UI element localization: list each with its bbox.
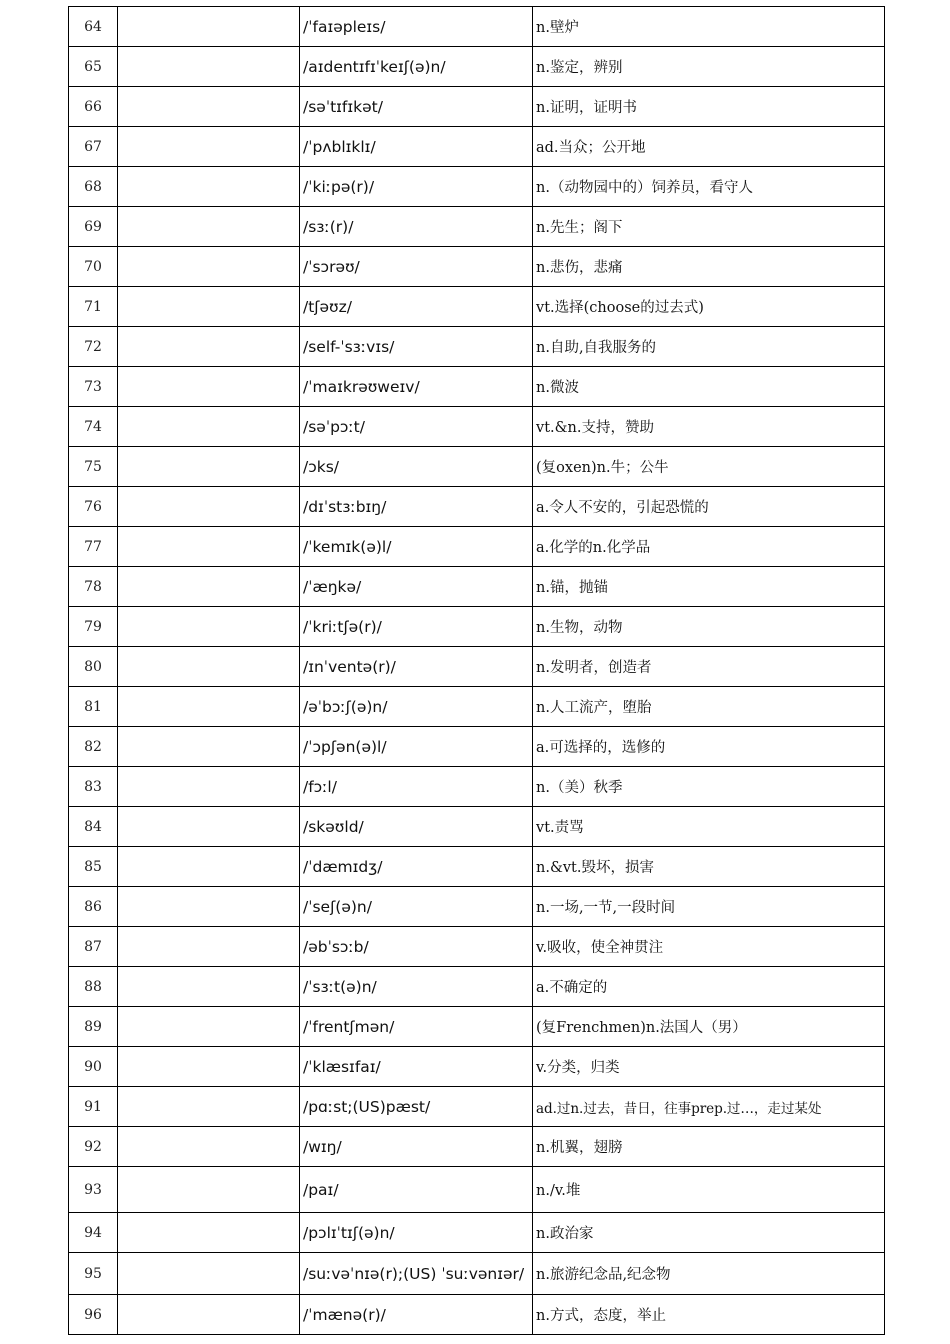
phonetic-cell: /dɪˈstɜːbɪŋ/ — [300, 487, 533, 527]
word-cell — [118, 167, 300, 207]
row-number: 91 — [69, 1087, 118, 1127]
row-number: 88 — [69, 967, 118, 1007]
row-number: 74 — [69, 407, 118, 447]
meaning-cell: n.自助,自我服务的 — [533, 327, 885, 367]
row-number: 94 — [69, 1213, 118, 1253]
phonetic-cell: /səˈtɪfɪkət/ — [300, 87, 533, 127]
row-number: 89 — [69, 1007, 118, 1047]
vocab-row — [69, 247, 885, 287]
vocab-row — [69, 1087, 885, 1127]
row-number: 90 — [69, 1047, 118, 1087]
phonetic-cell: /fɔːl/ — [300, 767, 533, 807]
meaning-cell: n.先生；阁下 — [533, 207, 885, 247]
row-number: 81 — [69, 687, 118, 727]
word-cell — [118, 1253, 300, 1295]
phonetic-cell: /ˈmænə(r)/ — [300, 1295, 533, 1335]
word-cell — [118, 207, 300, 247]
meaning-cell: n.方式，态度，举止 — [533, 1295, 885, 1335]
meaning-cell: n.一场,一节,一段时间 — [533, 887, 885, 927]
vocab-row — [69, 927, 885, 967]
meaning-cell: ad.当众；公开地 — [533, 127, 885, 167]
row-number: 70 — [69, 247, 118, 287]
word-cell — [118, 447, 300, 487]
word-cell — [118, 767, 300, 807]
phonetic-cell: /skəʊld/ — [300, 807, 533, 847]
word-cell — [118, 887, 300, 927]
row-number: 78 — [69, 567, 118, 607]
phonetic-cell: /əˈbɔːʃ(ə)n/ — [300, 687, 533, 727]
word-cell — [118, 1127, 300, 1167]
row-number: 65 — [69, 47, 118, 87]
row-number: 72 — [69, 327, 118, 367]
phonetic-cell: /ˈseʃ(ə)n/ — [300, 887, 533, 927]
word-cell — [118, 247, 300, 287]
row-number: 68 — [69, 167, 118, 207]
meaning-cell: v.分类，归类 — [533, 1047, 885, 1087]
meaning-cell: v.吸收，使全神贯注 — [533, 927, 885, 967]
phonetic-cell: /wɪŋ/ — [300, 1127, 533, 1167]
word-cell — [118, 727, 300, 767]
vocab-row — [69, 767, 885, 807]
phonetic-cell: /pɔlɪˈtɪʃ(ə)n/ — [300, 1213, 533, 1253]
row-number: 66 — [69, 87, 118, 127]
word-cell — [118, 1213, 300, 1253]
row-number: 85 — [69, 847, 118, 887]
meaning-cell: n.人工流产，堕胎 — [533, 687, 885, 727]
phonetic-cell: /ɪnˈventə(r)/ — [300, 647, 533, 687]
word-cell — [118, 527, 300, 567]
vocab-row — [69, 447, 885, 487]
vocab-row — [69, 487, 885, 527]
vocab-row — [69, 567, 885, 607]
phonetic-cell: /sɜː(r)/ — [300, 207, 533, 247]
phonetic-cell: /ˈsɜːt(ə)n/ — [300, 967, 533, 1007]
row-number: 87 — [69, 927, 118, 967]
vocab-row — [69, 1167, 885, 1213]
row-number: 77 — [69, 527, 118, 567]
word-cell — [118, 647, 300, 687]
vocab-row — [69, 847, 885, 887]
word-cell — [118, 407, 300, 447]
row-number: 64 — [69, 7, 118, 47]
vocab-row — [69, 1127, 885, 1167]
meaning-cell: vt.&n.支持，赞助 — [533, 407, 885, 447]
phonetic-cell: /paɪ/ — [300, 1167, 533, 1213]
phonetic-cell: /ˈpʌblɪklɪ/ — [300, 127, 533, 167]
word-cell — [118, 127, 300, 167]
phonetic-cell: /ˈsɔrəʊ/ — [300, 247, 533, 287]
word-cell — [118, 607, 300, 647]
vocab-row — [69, 527, 885, 567]
meaning-cell: ad.过n.过去，昔日，往事prep.过…，走过某处 — [533, 1087, 885, 1127]
vocab-row — [69, 607, 885, 647]
phonetic-cell: /səˈpɔːt/ — [300, 407, 533, 447]
meaning-cell: (复Frenchmen)n.法国人（男） — [533, 1007, 885, 1047]
row-number: 76 — [69, 487, 118, 527]
vocab-row — [69, 167, 885, 207]
row-number: 75 — [69, 447, 118, 487]
phonetic-cell: /ˈkiːpə(r)/ — [300, 167, 533, 207]
row-number: 82 — [69, 727, 118, 767]
phonetic-cell: /ˈkemɪk(ə)l/ — [300, 527, 533, 567]
vocab-row — [69, 1213, 885, 1253]
phonetic-cell: /ˈæŋkə/ — [300, 567, 533, 607]
meaning-cell: n.（美）秋季 — [533, 767, 885, 807]
phonetic-cell: /ˈfrentʃmən/ — [300, 1007, 533, 1047]
word-cell — [118, 87, 300, 127]
phonetic-cell: /pɑːst;(US)pæst/ — [300, 1087, 533, 1127]
word-cell — [118, 1047, 300, 1087]
row-number: 69 — [69, 207, 118, 247]
vocabulary-table — [68, 6, 885, 1335]
word-cell — [118, 47, 300, 87]
word-cell — [118, 367, 300, 407]
meaning-cell: n.壁炉 — [533, 7, 885, 47]
word-cell — [118, 567, 300, 607]
row-number: 71 — [69, 287, 118, 327]
word-cell — [118, 487, 300, 527]
row-number: 84 — [69, 807, 118, 847]
meaning-cell: n.政治家 — [533, 1213, 885, 1253]
phonetic-cell: /ˈɔpʃən(ə)l/ — [300, 727, 533, 767]
vocab-row — [69, 367, 885, 407]
row-number: 86 — [69, 887, 118, 927]
meaning-cell: n.&vt.毁坏，损害 — [533, 847, 885, 887]
vocab-row — [69, 647, 885, 687]
word-cell — [118, 1087, 300, 1127]
meaning-cell: vt.责骂 — [533, 807, 885, 847]
vocab-row — [69, 47, 885, 87]
word-cell — [118, 927, 300, 967]
meaning-cell: (复oxen)n.牛；公牛 — [533, 447, 885, 487]
word-cell — [118, 327, 300, 367]
meaning-cell: n.发明者，创造者 — [533, 647, 885, 687]
word-cell — [118, 1167, 300, 1213]
row-number: 83 — [69, 767, 118, 807]
meaning-cell: n.生物，动物 — [533, 607, 885, 647]
vocab-row — [69, 887, 885, 927]
vocab-row — [69, 287, 885, 327]
vocabulary-sheet — [68, 6, 885, 1335]
vocab-row — [69, 327, 885, 367]
meaning-cell: n.悲伤，悲痛 — [533, 247, 885, 287]
vocab-row — [69, 7, 885, 47]
row-number: 73 — [69, 367, 118, 407]
row-number: 67 — [69, 127, 118, 167]
meaning-cell: n.证明，证明书 — [533, 87, 885, 127]
meaning-cell: a.令人不安的，引起恐慌的 — [533, 487, 885, 527]
vocab-row — [69, 1007, 885, 1047]
phonetic-cell: /ˈkriːtʃə(r)/ — [300, 607, 533, 647]
vocab-row — [69, 1047, 885, 1087]
word-cell — [118, 967, 300, 1007]
row-number: 93 — [69, 1167, 118, 1213]
meaning-cell: a.可选择的，选修的 — [533, 727, 885, 767]
meaning-cell: vt.选择(choose的过去式) — [533, 287, 885, 327]
meaning-cell: n./v.堆 — [533, 1167, 885, 1213]
word-cell — [118, 687, 300, 727]
vocab-row — [69, 687, 885, 727]
row-number: 96 — [69, 1295, 118, 1335]
word-cell — [118, 847, 300, 887]
row-number: 92 — [69, 1127, 118, 1167]
meaning-cell: n.旅游纪念品,纪念物 — [533, 1253, 885, 1295]
word-cell — [118, 807, 300, 847]
row-number: 95 — [69, 1253, 118, 1295]
meaning-cell: n.鉴定，辨别 — [533, 47, 885, 87]
word-cell — [118, 7, 300, 47]
phonetic-cell: /suːvəˈnɪə(r);(US) ˈsuːvənɪər/ — [300, 1253, 533, 1295]
vocab-row — [69, 1295, 885, 1335]
row-number: 79 — [69, 607, 118, 647]
vocab-row — [69, 1253, 885, 1295]
meaning-cell: n.机翼，翅膀 — [533, 1127, 885, 1167]
vocab-row — [69, 207, 885, 247]
word-cell — [118, 287, 300, 327]
phonetic-cell: /aɪdentɪfɪˈkeɪʃ(ə)n/ — [300, 47, 533, 87]
phonetic-cell: /ˈfaɪəpleɪs/ — [300, 7, 533, 47]
vocab-row — [69, 967, 885, 1007]
word-cell — [118, 1007, 300, 1047]
phonetic-cell: /ˈdæmɪdʒ/ — [300, 847, 533, 887]
word-cell — [118, 1295, 300, 1335]
phonetic-cell: /tʃəʊz/ — [300, 287, 533, 327]
row-number: 80 — [69, 647, 118, 687]
phonetic-cell: /əbˈsɔːb/ — [300, 927, 533, 967]
meaning-cell: n.（动物园中的）饲养员，看守人 — [533, 167, 885, 207]
vocab-row — [69, 127, 885, 167]
phonetic-cell: /ˈmaɪkrəʊweɪv/ — [300, 367, 533, 407]
meaning-cell: n.锚，抛锚 — [533, 567, 885, 607]
vocab-row — [69, 407, 885, 447]
phonetic-cell: /self-ˈsɜːvɪs/ — [300, 327, 533, 367]
meaning-cell: n.微波 — [533, 367, 885, 407]
phonetic-cell: /ɔks/ — [300, 447, 533, 487]
vocab-row — [69, 807, 885, 847]
vocab-row — [69, 87, 885, 127]
phonetic-cell: /ˈklæsɪfaɪ/ — [300, 1047, 533, 1087]
vocab-row — [69, 727, 885, 767]
vocabulary-table-body — [69, 7, 885, 1335]
meaning-cell: a.不确定的 — [533, 967, 885, 1007]
meaning-cell: a.化学的n.化学品 — [533, 527, 885, 567]
